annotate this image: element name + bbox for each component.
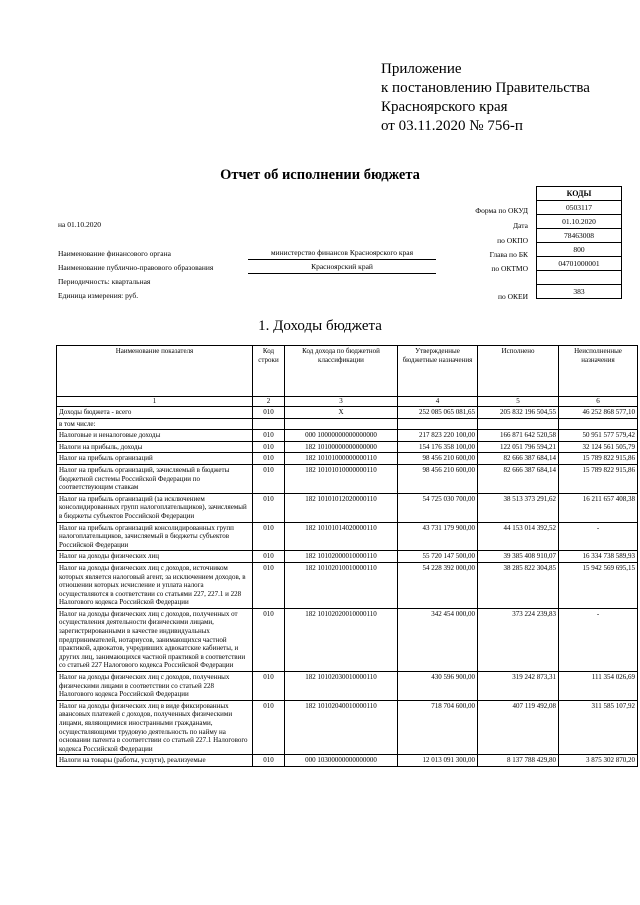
row-executed: 166 871 642 520,58 (478, 430, 559, 442)
report-date: на 01.10.2020 (58, 220, 101, 229)
appendix-header (381, 60, 590, 136)
col-number: 3 (285, 397, 398, 407)
row-approved: 430 596 900,00 (398, 672, 478, 701)
row-approved: 154 176 358 100,00 (398, 441, 478, 453)
codes-table (536, 186, 622, 299)
row-income-code: 182 10102030010000110 (285, 672, 398, 701)
row-approved: 43 731 179 900,00 (398, 522, 478, 551)
row-remaining: 46 252 868 577,10 (559, 407, 638, 419)
table-row (57, 608, 638, 671)
column-number-row (57, 397, 638, 407)
label-date: Дата (513, 221, 528, 230)
agency-value: министерство финансов Красноярского края (248, 248, 436, 260)
table-row (57, 755, 638, 767)
col-number: 4 (398, 397, 478, 407)
row-line-code: 010 (253, 493, 285, 522)
row-approved: 54 725 030 700,00 (398, 493, 478, 522)
row-approved: 54 228 392 000,00 (398, 562, 478, 608)
row-remaining: 15 942 569 695,15 (559, 562, 638, 608)
row-line-code: 010 (253, 407, 285, 419)
row-line-code: 010 (253, 755, 285, 767)
row-income-code (285, 418, 398, 430)
row-line-code: 010 (253, 464, 285, 493)
row-income-code: 182 10102020010000110 (285, 608, 398, 671)
row-remaining: 111 354 026,69 (559, 672, 638, 701)
row-name: Налог на прибыль организаций, зачисляемый в бюджеты бюджетной системы Российской Федерации по соответствующим ставкам (57, 464, 253, 493)
row-name: Налог на доходы физических лиц в виде фиксированных авансовых платежей с доходов, полученных физическими лицами, являющимися иностранными гражданами, осуществляющими трудовую деятельность по найму на основании патента в соответствии со статьей 227.1 Налогового кодекса Российской Федерации (57, 700, 253, 755)
col-header-code: Код дохода по бюджетной классификации (285, 346, 398, 397)
row-income-code: 182 10100000000000000 (285, 441, 398, 453)
row-remaining: 3 875 302 870,20 (559, 755, 638, 767)
row-executed: 373 224 239,83 (478, 608, 559, 671)
row-executed: 82 666 387 684,14 (478, 464, 559, 493)
row-line-code: 010 (253, 522, 285, 551)
row-remaining: 16 211 657 408,38 (559, 493, 638, 522)
label-entity: Наименование публично-правового образования (58, 263, 214, 272)
row-income-code: 182 10101014020000110 (285, 522, 398, 551)
code-okud: 0503117 (537, 201, 622, 215)
row-executed: 122 051 796 594,21 (478, 441, 559, 453)
row-name: Налог на доходы физических лиц с доходов, источником которых является налоговый агент, за исключением доходов, в отношении которых исчисление и уплата налога осуществляются в соответствии со статьями 227, 227.1 и 228 Налогового кодекса Российской Федерации (57, 562, 253, 608)
row-line-code: 010 (253, 672, 285, 701)
code-oktmo: 04701000001 (537, 257, 622, 271)
row-name: в том числе: (57, 418, 253, 430)
table-row (57, 441, 638, 453)
code-empty (537, 271, 622, 285)
row-name: Налоги на прибыль, доходы (57, 441, 253, 453)
row-executed: 407 119 492,08 (478, 700, 559, 755)
row-income-code: 182 10101010000000110 (285, 464, 398, 493)
row-approved: 252 085 065 081,65 (398, 407, 478, 419)
table-row (57, 700, 638, 755)
row-income-code: 000 10300000000000000 (285, 755, 398, 767)
col-header-approved: Утвержденные бюджетные назначения (398, 346, 478, 397)
code-okpo: 78463008 (537, 229, 622, 243)
table-row (57, 418, 638, 430)
row-name: Налог на прибыль организаций консолидированных групп налогоплательщиков, зачисляемый в бюджеты субъектов Российской Федерации (57, 522, 253, 551)
row-income-code: 182 10101012020000110 (285, 493, 398, 522)
row-name: Налог на прибыль организаций (57, 453, 253, 465)
label-periodicity: Периодичность: квартальная (58, 277, 151, 286)
table-row (57, 522, 638, 551)
table-row (57, 407, 638, 419)
row-approved: 342 454 000,00 (398, 608, 478, 671)
row-remaining: 311 585 107,92 (559, 700, 638, 755)
row-remaining: 15 789 822 915,86 (559, 453, 638, 465)
col-number: 1 (57, 397, 253, 407)
row-line-code (253, 418, 285, 430)
row-income-code: 182 10101000000000110 (285, 453, 398, 465)
row-name: Доходы бюджета - всего (57, 407, 253, 419)
row-income-code: X (285, 407, 398, 419)
row-name: Налог на доходы физических лиц с доходов, полученных от осуществления деятельности физическими лицами, зарегистрированными в качестве индивидуальных предпринимателей, нотариусов, занимающихся частной практикой, адвокатов, учредивших адвокатские кабинеты, и других лиц, занимающихся частной практикой в соответствии со статьей 227 Налогового кодекса Российской Федерации (57, 608, 253, 671)
row-name: Налог на доходы физических лиц с доходов, полученных физическими лицами в соответствии со статьей 228 Налогового кодекса Российской Федерации (57, 672, 253, 701)
code-date: 01.10.2020 (537, 215, 622, 229)
label-unit: Единица измерения: руб. (58, 291, 139, 300)
row-remaining: 50 951 577 579,42 (559, 430, 638, 442)
row-line-code: 010 (253, 551, 285, 563)
row-approved: 98 456 210 600,00 (398, 464, 478, 493)
row-line-code: 010 (253, 430, 285, 442)
row-executed: 38 285 822 304,85 (478, 562, 559, 608)
col-number: 6 (559, 397, 638, 407)
row-executed: 44 153 014 392,52 (478, 522, 559, 551)
appendix-line: Красноярского края (381, 99, 508, 115)
code-bk: 800 (537, 243, 622, 257)
table-header-row (57, 346, 638, 397)
row-approved (398, 418, 478, 430)
entity-value: Красноярский край (248, 262, 436, 274)
row-line-code: 010 (253, 453, 285, 465)
col-header-line: Код строки (253, 346, 285, 397)
row-income-code: 182 10102040010000110 (285, 700, 398, 755)
row-name: Налог на доходы физических лиц (57, 551, 253, 563)
appendix-line: от 03.11.2020 № 756-п (381, 118, 523, 134)
row-executed: 38 513 373 291,62 (478, 493, 559, 522)
row-executed (478, 418, 559, 430)
row-approved: 718 704 600,00 (398, 700, 478, 755)
col-number: 2 (253, 397, 285, 407)
row-name: Налоговые и неналоговые доходы (57, 430, 253, 442)
table-row (57, 464, 638, 493)
row-remaining: 15 789 822 915,86 (559, 464, 638, 493)
label-bk: Глава по БК (489, 250, 528, 259)
label-okud: Форма по ОКУД (475, 206, 528, 215)
row-executed: 205 832 196 504,55 (478, 407, 559, 419)
row-executed: 319 242 873,31 (478, 672, 559, 701)
appendix-line: Приложение (381, 61, 462, 77)
row-executed: 82 666 387 684,14 (478, 453, 559, 465)
row-line-code: 010 (253, 700, 285, 755)
row-approved: 55 720 147 500,00 (398, 551, 478, 563)
label-financial-agency: Наименование финансового органа (58, 249, 171, 258)
table-row (57, 430, 638, 442)
report-title: Отчет об исполнении бюджета (220, 167, 420, 183)
label-oktmo: по ОКТМО (491, 264, 528, 273)
row-executed: 8 137 788 429,80 (478, 755, 559, 767)
col-header-executed: Исполнено (478, 346, 559, 397)
row-remaining: 16 334 738 589,93 (559, 551, 638, 563)
row-approved: 12 013 091 300,00 (398, 755, 478, 767)
row-remaining: 32 124 561 505,79 (559, 441, 638, 453)
row-remaining (559, 418, 638, 430)
label-okei: по ОКЕИ (497, 292, 528, 301)
section-title: 1. Доходы бюджета (258, 318, 382, 334)
row-approved: 98 456 210 600,00 (398, 453, 478, 465)
row-line-code: 010 (253, 608, 285, 671)
income-table-body (57, 407, 638, 767)
table-row (57, 672, 638, 701)
income-table (56, 345, 638, 767)
col-header-name: Наименование показателя (57, 346, 253, 397)
table-row (57, 551, 638, 563)
row-name: Налоги на товары (работы, услуги), реализуемые (57, 755, 253, 767)
row-income-code: 000 10000000000000000 (285, 430, 398, 442)
table-row (57, 562, 638, 608)
label-okpo: по ОКПО (497, 236, 528, 245)
table-row (57, 493, 638, 522)
row-approved: 217 823 220 100,00 (398, 430, 478, 442)
row-income-code: 182 10102010010000110 (285, 562, 398, 608)
code-okei: 383 (537, 285, 622, 299)
row-remaining: - (559, 608, 638, 671)
table-row (57, 453, 638, 465)
col-number: 5 (478, 397, 559, 407)
row-line-code: 010 (253, 562, 285, 608)
appendix-line: к постановлению Правительства (381, 80, 590, 96)
row-remaining: - (559, 522, 638, 551)
col-header-remaining: Неисполненные назначения (559, 346, 638, 397)
row-name: Налог на прибыль организаций (за исключением консолидированных групп налогоплательщиков), зачисляемый в бюджеты субъектов Российской Федерации (57, 493, 253, 522)
codes-header: КОДЫ (537, 187, 622, 201)
row-executed: 39 385 408 910,07 (478, 551, 559, 563)
row-line-code: 010 (253, 441, 285, 453)
row-income-code: 182 10102000010000110 (285, 551, 398, 563)
